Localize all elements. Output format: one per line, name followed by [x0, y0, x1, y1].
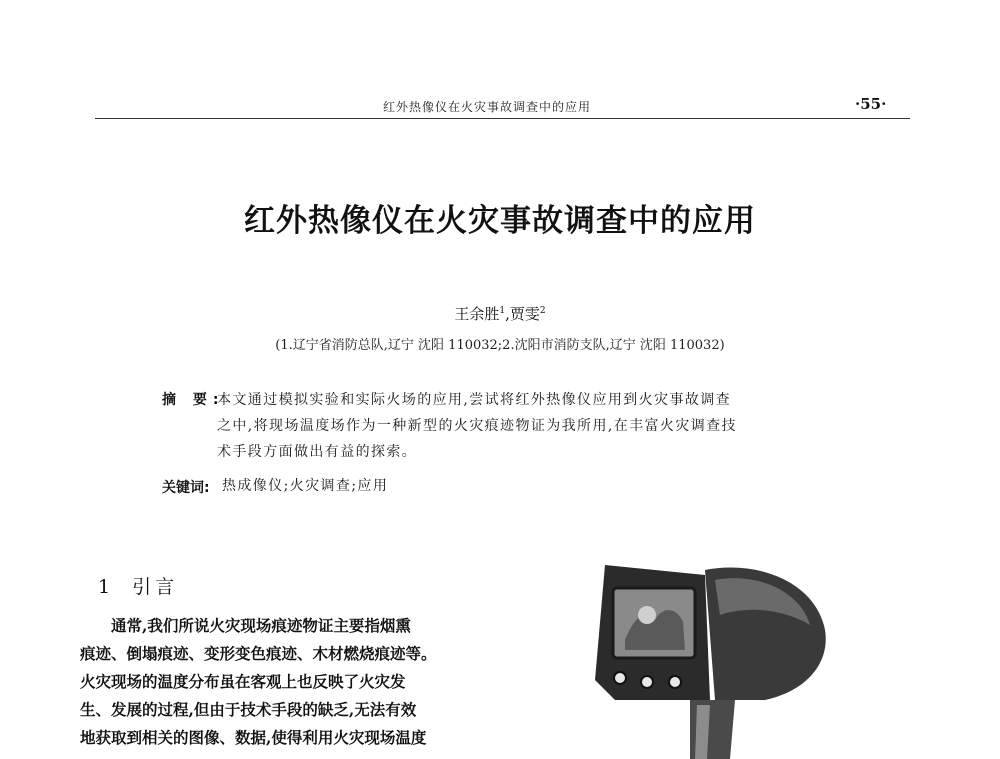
abstract-line: 本文通过模拟实验和实际火场的应用,尝试将红外热像仪应用到火灾事故调查: [217, 392, 732, 408]
section-heading: [98, 572, 178, 599]
running-head: 红外热像仪在火灾事故调查中的应用: [383, 100, 592, 114]
author-name: 贾雯: [509, 305, 540, 323]
body-line: 生、发展的过程,但由于技术手段的缺乏,无法有效: [80, 700, 417, 719]
thermal-camera-figure: [585, 560, 835, 759]
author-affil-mark: 1: [499, 306, 506, 316]
author-line: [0, 303, 1000, 324]
body-line: 通常,我们所说火灾现场痕迹物证主要指烟熏: [111, 616, 411, 635]
abstract-line: 之中,将现场温度场作为一种新型的火灾痕迹物证为我所用,在丰富火灾调查技: [217, 418, 737, 434]
page-number: ·55·: [855, 95, 887, 113]
author-affil-mark: 2: [539, 306, 546, 316]
camera-button: [641, 676, 653, 688]
body-line: 痕迹、倒塌痕迹、变形变色痕迹、木材燃烧痕迹等。: [80, 644, 437, 663]
author-separator: ,: [505, 305, 510, 323]
header-rule: [95, 118, 910, 119]
abstract-line: 术手段方面做出有益的探索。: [217, 444, 418, 460]
camera-button: [669, 676, 681, 688]
section-number: 1: [98, 576, 115, 598]
keywords-body: 热成像仪;火灾调查;应用: [222, 478, 389, 494]
keywords-label: 关键词:: [162, 480, 210, 496]
body-text: [80, 612, 490, 752]
abstract-label: 摘 要:: [162, 392, 225, 408]
section-title: 引言: [132, 576, 179, 598]
body-line: 地获取到相关的图像、数据,使得利用火灾现场温度: [80, 728, 427, 747]
camera-button: [614, 672, 626, 684]
paper-title: 红外热像仪在火灾事故调查中的应用: [244, 203, 756, 239]
body-line: 火灾现场的温度分布虽在客观上也反映了火灾发: [80, 672, 406, 691]
affiliation: (1.辽宁省消防总队,辽宁 沈阳 110032;2.沈阳市消防支队,辽宁 沈阳 110032): [275, 338, 725, 353]
abstract-body: [217, 387, 847, 465]
screen-thermal-spot: [638, 606, 656, 624]
author-name: 王余胜: [454, 305, 500, 323]
